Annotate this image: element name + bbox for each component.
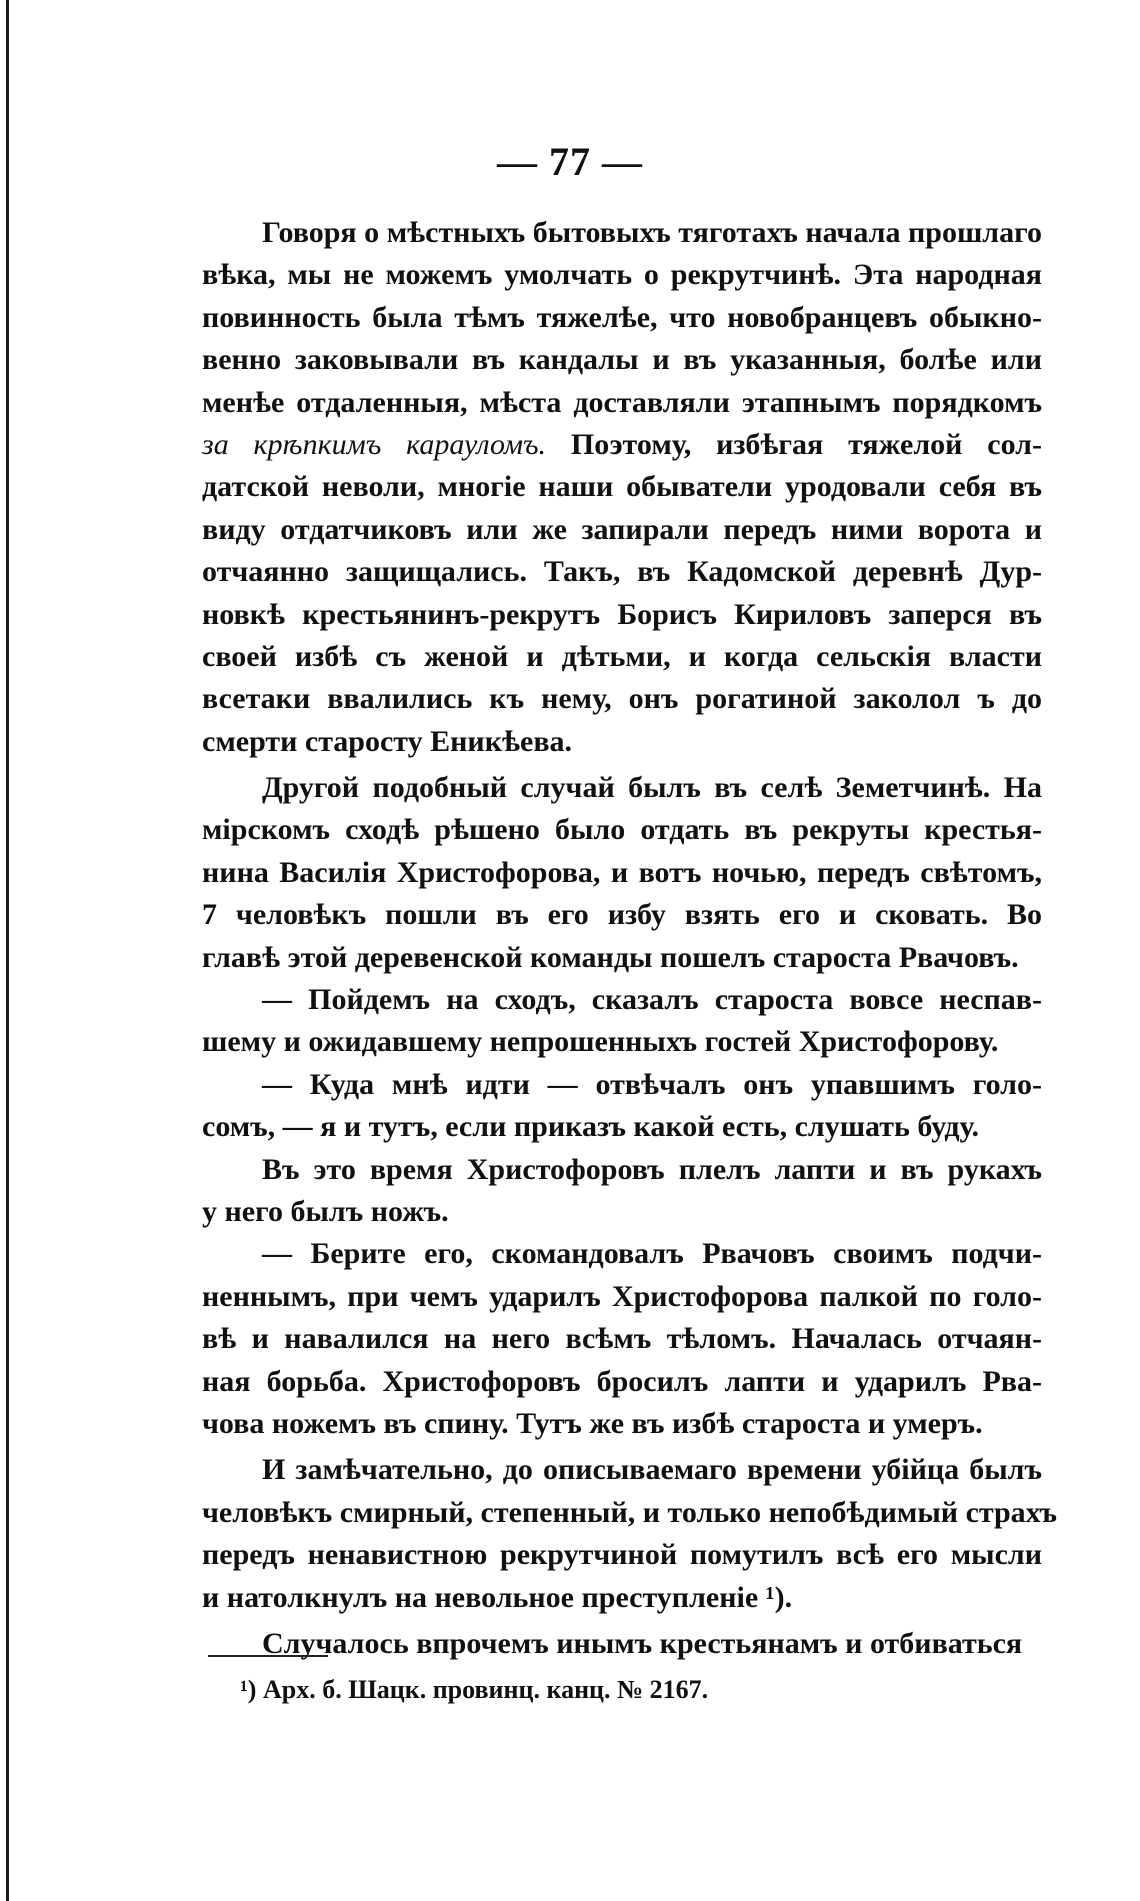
footnote: ¹) Арх. б. Шацк. провинц. канц. № 2167.	[240, 1675, 709, 1704]
text-line: 7 человѣкъ пошли въ его избу взять его и сковать. Во	[202, 898, 1042, 932]
text-line: смерти старосту Еникѣева.	[202, 724, 573, 758]
text-line: новкѣ крестьянинъ-рекрутъ Борисъ Кириловъ заперся въ	[202, 597, 1042, 631]
text-line: Въ это время Христофоровъ плелъ лапти и въ рукахъ	[262, 1152, 1042, 1186]
text-line: Говоря о мѣстныхъ бытовыхъ тяготахъ начала прошлаго	[262, 216, 1042, 249]
italic-phrase: за крѣпкимъ карауломъ.	[202, 427, 547, 461]
text-line: — Берите его, скомандовалъ Рвачовъ своимъ подчи-	[262, 1237, 1042, 1271]
text-line: человѣкъ смирный, степенный, и только непобѣдимый страхъ	[202, 1495, 1058, 1529]
text-line: главѣ этой деревенской команды пошелъ староста Рвачовъ.	[202, 940, 1019, 974]
page-spine-edge	[6, 0, 9, 1901]
text-line: мірскомъ сходѣ рѣшено было отдать въ рекруты крестья-	[202, 813, 1042, 847]
body-text	[202, 212, 1058, 1665]
text-line: венно заковывали въ кандалы и въ указанныя, болѣе или	[202, 343, 1042, 377]
text-line: повинность была тѣмъ тяжелѣе, что новобранцевъ обыкно-	[202, 300, 1042, 334]
text-line-rest: Поэтому, избѣгая тяжелой сол-	[546, 427, 1042, 461]
text-line: менѣе отдаленныя, мѣста доставляли этапнымъ порядкомъ	[202, 385, 1042, 419]
text-line: — Пойдемъ на сходъ, сказалъ староста вовсе неспав-	[262, 983, 1042, 1017]
text-line: чова ножемъ въ спину. Тутъ же въ избѣ староста и умеръ.	[202, 1406, 983, 1440]
text-line: передъ ненавистною рекрутчиной помутилъ всѣ его мысли	[202, 1538, 1042, 1572]
text-line: ная борьба. Христофоровъ бросилъ лапти и ударилъ Рва-	[202, 1364, 1042, 1398]
text-line: Другой подобный случай былъ въ селѣ Земетчинѣ. На	[262, 771, 1042, 805]
text-line: шему и ожидавшему непрошенныхъ гостей Христофорову.	[202, 1025, 999, 1059]
text-line: сомъ, — я и тутъ, если приказъ какой есть, слушать буду.	[202, 1110, 980, 1144]
text-line: у него былъ ножъ.	[202, 1194, 449, 1228]
text-line: всетаки ввалились къ нему, онъ рогатиной заколол ъ до	[202, 682, 1042, 716]
text-line: датской неволи, многіе наши обыватели уродовали себя въ	[202, 470, 1042, 504]
text-line	[202, 424, 1042, 466]
text-line: Случалось впрочемъ инымъ крестьянамъ и отбиваться	[262, 1626, 1023, 1660]
text-line: И замѣчательно, до описываемаго времени убійца былъ	[262, 1453, 1042, 1487]
text-line: — Куда мнѣ идти — отвѣчалъ онъ упавшимъ голо-	[262, 1067, 1042, 1101]
text-line: нина Василія Христофорова, и вотъ ночью, передъ свѣтомъ,	[202, 855, 1042, 889]
text-line: и натолкнулъ на невольное преступленіе ¹).	[202, 1580, 793, 1614]
footnote-divider	[208, 1655, 328, 1657]
text-line: вѣ и навалился на него всѣмъ тѣломъ. Началась отчаян-	[202, 1322, 1042, 1356]
text-line: отчаянно защищались. Такъ, въ Кадомской деревнѣ Дур-	[202, 555, 1042, 589]
page-number: — 77 —	[497, 139, 643, 184]
text-line: виду отдатчиковъ или же запирали передъ ними ворота и	[202, 512, 1042, 546]
text-line: неннымъ, при чемъ ударилъ Христофорова палкой по голо-	[202, 1279, 1042, 1313]
text-line: вѣка, мы не можемъ умолчать о рекрутчинѣ. Эта народная	[202, 258, 1042, 292]
text-line: своей избѣ съ женой и дѣтьми, и когда сельскія власти	[202, 639, 1042, 673]
